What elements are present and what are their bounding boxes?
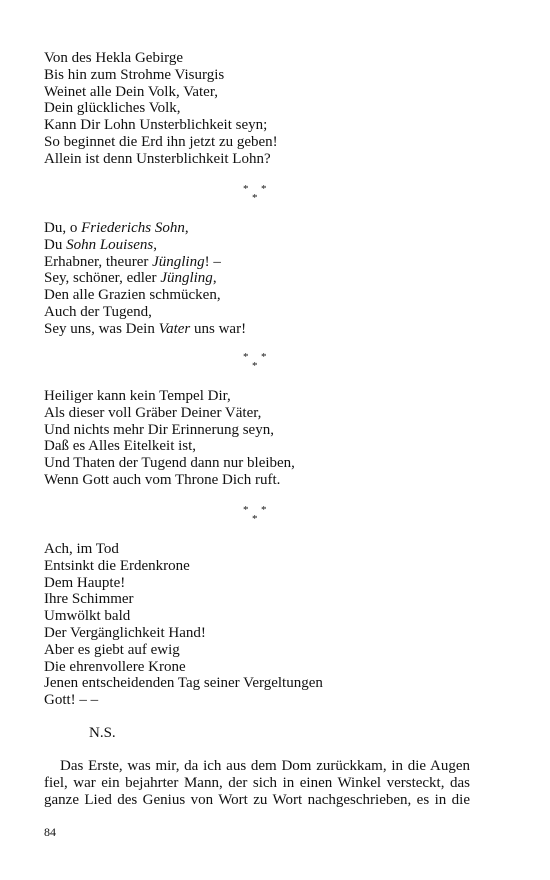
verse-line: Auch der Tugend, xyxy=(44,303,152,320)
verse-emphasis: Vater xyxy=(158,320,191,337)
author-signature: N.S. xyxy=(89,725,116,741)
verse-line xyxy=(44,270,246,287)
poem-stanza-4 xyxy=(44,541,323,709)
verse-line: Den alle Grazien schmücken, xyxy=(44,287,221,304)
verse-line xyxy=(44,237,246,254)
asterism-star: * xyxy=(261,504,267,516)
prose-line: Das Erste, was mir, da ich aus dem Dom zurückkam, in die Augen xyxy=(60,758,470,774)
verse-line: Dein glückliches Volk, xyxy=(44,100,181,117)
verse-text: , xyxy=(153,236,157,253)
verse-text: Du xyxy=(44,236,67,253)
asterism-star: * xyxy=(252,192,258,204)
verse-line: Der Vergänglichkeit Hand! xyxy=(44,624,206,641)
verse-line: Kann Dir Lohn Unsterblichkeit seyn; xyxy=(44,117,268,134)
verse-text: Sey, schöner, edler xyxy=(44,270,161,287)
prose-paragraph xyxy=(44,758,470,808)
verse-emphasis: Jüngling xyxy=(152,253,205,270)
verse-line: Und Thaten der Tugend dann nur bleiben, xyxy=(44,455,295,472)
verse-line: Allein ist denn Unsterblichkeit Lohn? xyxy=(44,150,271,167)
verse-line: Als dieser voll Gräber Deiner Väter, xyxy=(44,404,262,421)
asterism-star: * xyxy=(261,351,267,363)
verse-line: Daß es Alles Eitelkeit ist, xyxy=(44,438,197,455)
asterism-star: * xyxy=(252,360,258,372)
verse-line: Ihre Schimmer xyxy=(44,591,134,608)
verse-line: Wenn Gott auch vom Throne Dich ruft. xyxy=(44,471,281,488)
verse-line: Bis hin zum Strohme Visurgis xyxy=(44,66,225,83)
verse-line xyxy=(44,220,246,237)
verse-text: Sey uns, was Dein xyxy=(44,320,159,337)
verse-text: uns war! xyxy=(190,320,247,337)
asterism-star: * xyxy=(243,183,249,195)
verse-text: Erhabner, theurer xyxy=(44,253,153,270)
verse-line: Aber es giebt auf ewig xyxy=(44,641,180,658)
verse-line: Umwölkt bald xyxy=(44,608,131,625)
verse-line: Die ehrenvollere Krone xyxy=(44,658,186,675)
poem-stanza-1 xyxy=(44,50,278,168)
verse-line xyxy=(44,321,246,338)
verse-line: Von des Hekla Gebirge xyxy=(44,50,183,66)
prose-line: fiel, war ein bejahrter Mann, der sich in einen Winkel versteckt, das xyxy=(44,774,470,791)
verse-emphasis: Jüngling xyxy=(160,270,213,287)
prose-line: ganze Lied des Genius von Wort zu Wort nachgeschrieben, es in die xyxy=(44,791,470,808)
verse-line: Entsinkt die Erdenkrone xyxy=(44,557,190,574)
verse-line: Und nichts mehr Dir Erinnerung seyn, xyxy=(44,421,274,438)
verse-line: Dem Haupte! xyxy=(44,574,126,591)
poem-stanza-3 xyxy=(44,388,295,489)
verse-text: , xyxy=(212,270,217,287)
asterism-star: * xyxy=(261,183,267,195)
verse-line: Ach, im Tod xyxy=(44,541,119,557)
verse-emphasis: Sohn Louisens xyxy=(66,236,154,253)
verse-text: Du, o xyxy=(44,220,82,236)
verse-line: Jenen entscheidenden Tag seiner Vergeltungen xyxy=(44,675,323,692)
poem-stanza-2 xyxy=(44,220,246,338)
verse-line: Weinet alle Dein Volk, Vater, xyxy=(44,83,218,100)
asterism-star: * xyxy=(243,504,249,516)
verse-line: Gott! – – xyxy=(44,692,99,709)
asterism-star: * xyxy=(252,513,258,525)
asterism-star: * xyxy=(243,351,249,363)
verse-line xyxy=(44,254,246,271)
verse-text: , xyxy=(184,220,189,236)
verse-emphasis: Friederichs Sohn xyxy=(81,220,185,236)
verse-text: ! – xyxy=(204,253,221,270)
page-number: 84 xyxy=(44,825,56,839)
verse-line: So beginnet die Erd ihn jetzt zu geben! xyxy=(44,133,278,150)
verse-line: Heiliger kann kein Tempel Dir, xyxy=(44,388,231,404)
